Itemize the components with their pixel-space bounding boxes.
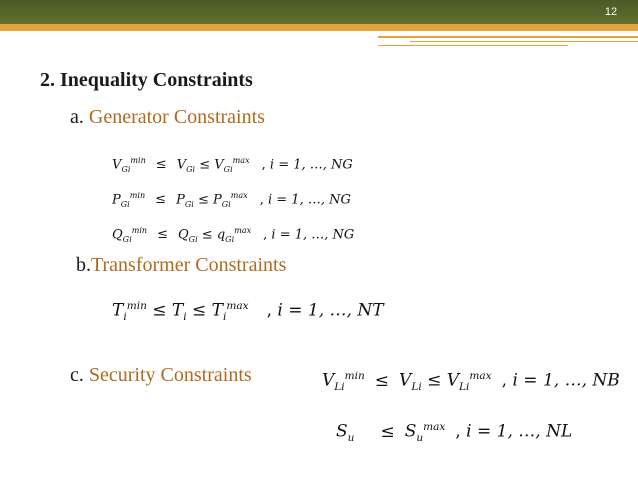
section-prefix: b. (76, 254, 91, 276)
equation-voltage: $V_{Gi}^{min} \le V_{Gi} \le V_{Gi}^{max}$ , i = 1, …, NG (112, 156, 353, 174)
equation-line-flow: $S_u \le S_u^{max}$ , i = 1, …, NL (336, 421, 573, 445)
accent-bar (0, 24, 638, 31)
slide-title: 2. Inequality Constraints (40, 69, 253, 91)
decor-line (378, 45, 568, 46)
decor-line (410, 41, 638, 42)
equation-reactive-power: $Q_{Gi}^{min} \le Q_{Gi} \le q_{Gi}^{max}$ , i = 1, …, NG (112, 225, 355, 244)
page-number: 12 (604, 6, 618, 18)
generator-equations (112, 148, 354, 253)
equation-active-power: $P_{Gi}^{min} \le P_{Gi} \le P_{Gi}^{max}$ , i = 1, …, NG (112, 190, 351, 209)
equation-load-voltage: $V_{Li}^{min} \le V_{Li} \le V_{Li}^{max}$ , i = 1, …, NB (322, 370, 620, 394)
section-generator (70, 106, 265, 129)
section-label: Generator Constraints (88, 106, 265, 128)
section-label: Security Constraints (88, 364, 252, 386)
section-security (70, 364, 252, 387)
section-transformer (76, 254, 286, 277)
top-bar (0, 0, 638, 24)
section-prefix: a. (70, 106, 84, 128)
security-equations (322, 356, 620, 458)
transformer-equation: $T_i^{min} \le T_i \le T_i^{max}$ , i = 1, …, NT (112, 300, 384, 324)
section-prefix: c. (70, 364, 84, 386)
decor-line (378, 36, 638, 38)
section-label: Transformer Constraints (91, 254, 287, 276)
